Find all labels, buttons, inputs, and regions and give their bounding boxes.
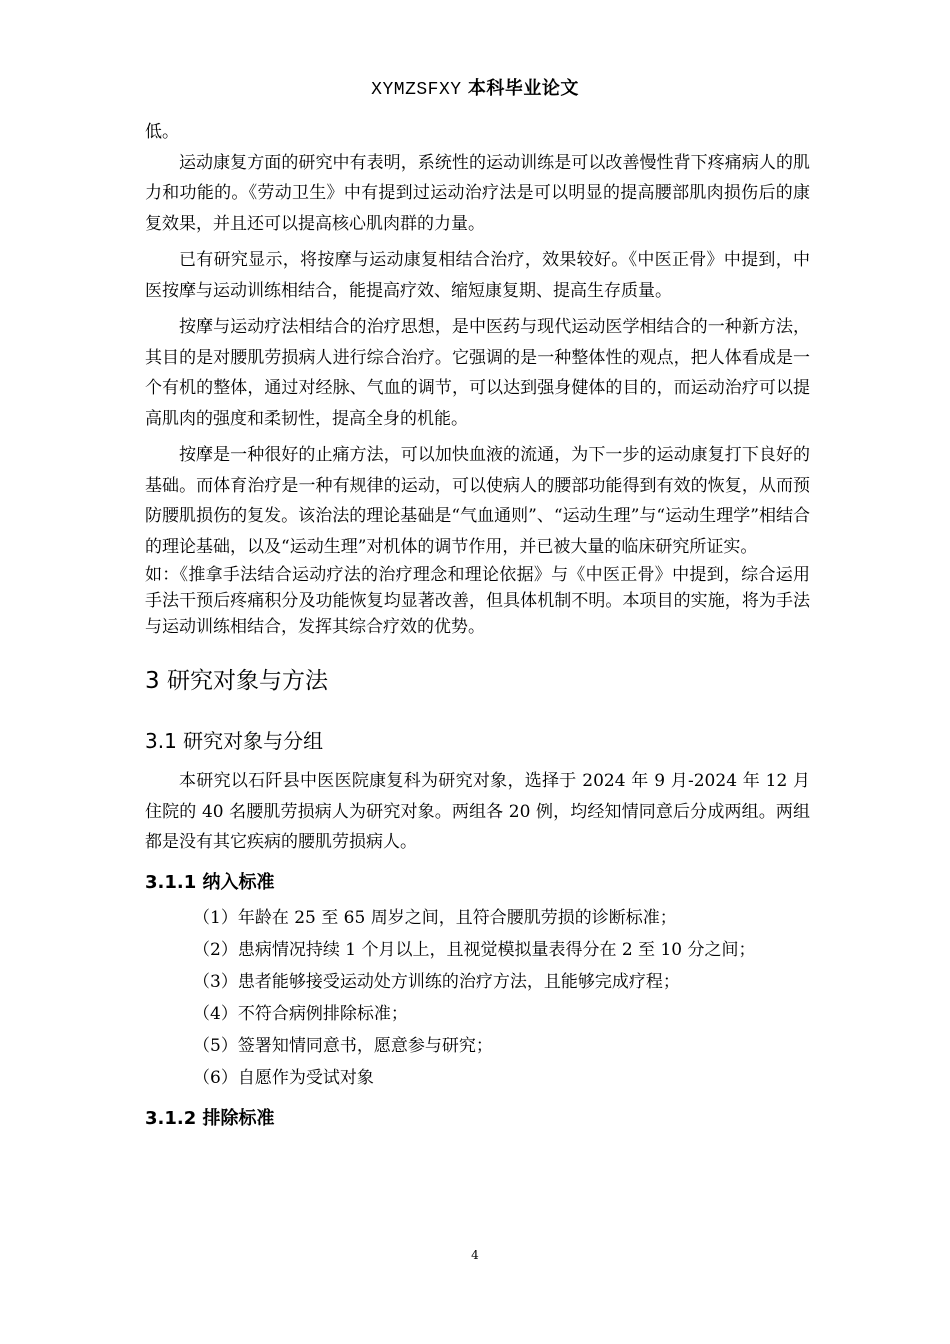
paragraph: 本研究以石阡县中医医院康复科为研究对象，选择于 2024 年 9 月-2024 年 12 月住院的 40 名腰肌劳损病人为研究对象。两组各 20 例，均经知情同意后分成两组。两组都是没有其它疾病的腰肌劳损病人。 bbox=[145, 771, 810, 852]
paragraph: 如：《推拿手法结合运动疗法的治疗理念和理论依据》与《中医正骨》中提到，综合运用手法干预后疼痛积分及功能恢复均显著改善，但具体机制不明。本项目的实施，将为手法与运动训练相结合，发挥其综合疗效的优势。 bbox=[145, 565, 810, 637]
paragraph: 运动康复方面的研究中有表明，系统性的运动训练是可以改善慢性背下疼痛病人的肌力和功能的。《劳动卫生》中有提到过运动治疗法是可以明显的提高腰部肌肉损伤后的康复效果，并且还可以提高核心肌肉群的力量。 bbox=[145, 152, 810, 234]
paragraph: 低。 bbox=[145, 122, 179, 142]
list-item: （2）患病情况持续 1 个月以上，且视觉模拟量表得分在 2 至 10 分之间； bbox=[193, 939, 756, 960]
paragraph: 已有研究显示，将按摩与运动康复相结合治疗，效果较好。《中医正骨》中提到，中医按摩与运动训练相结合，能提高疗效、缩短康复期、提高生存质量。 bbox=[145, 250, 810, 301]
page-number: 4 bbox=[471, 1248, 479, 1262]
subsection-heading: 3.1 研究对象与分组 bbox=[145, 729, 324, 753]
list-item: （5）签署知情同意书，愿意参与研究； bbox=[193, 1035, 493, 1056]
list-item: （6）自愿作为受试对象 bbox=[193, 1067, 374, 1088]
document-body bbox=[145, 117, 810, 1138]
paragraph: 按摩与运动疗法相结合的治疗思想，是中医药与现代运动医学相结合的一种新方法，其目的是对腰肌劳损病人进行综合治疗。它强调的是一种整体性的观点，把人体看成是一个有机的整体，通过对经脉、气血的调节，可以达到强身健体的目的，而运动治疗可以提高肌肉的强度和柔韧性，提高全身的机能。 bbox=[145, 317, 810, 429]
paragraph: 按摩是一种很好的止痛方法，可以加快血液的流通，为下一步的运动康复打下良好的基础。而体育治疗是一种有规律的运动，可以使病人的腰部功能得到有效的恢复，从而预防腰肌损伤的复发。该治法的理论基础是“气血通则”、“运动生理”与“运动生理学”相结合的理论基础，以及“运动生理”对机体的调节作用，并已被大量的临床研究所证实。 bbox=[145, 445, 810, 557]
header-chinese: 本科毕业论文 bbox=[467, 78, 579, 99]
subsubsection-heading: 3.1.1 纳入标准 bbox=[145, 871, 275, 893]
header-latin: XYMZSFXY bbox=[371, 80, 462, 100]
list-item: （4）不符合病例排除标准； bbox=[193, 1003, 408, 1024]
list-item: （3）患者能够接受运动处方训练的治疗方法，且能够完成疗程； bbox=[193, 971, 680, 992]
subsubsection-heading: 3.1.2 排除标准 bbox=[145, 1107, 275, 1129]
inclusion-criteria-list bbox=[145, 902, 810, 1094]
page-header bbox=[0, 74, 950, 100]
section-heading: 3 研究对象与方法 bbox=[145, 668, 328, 694]
list-item: （1）年龄在 25 至 65 周岁之间，且符合腰肌劳损的诊断标准； bbox=[193, 907, 677, 928]
